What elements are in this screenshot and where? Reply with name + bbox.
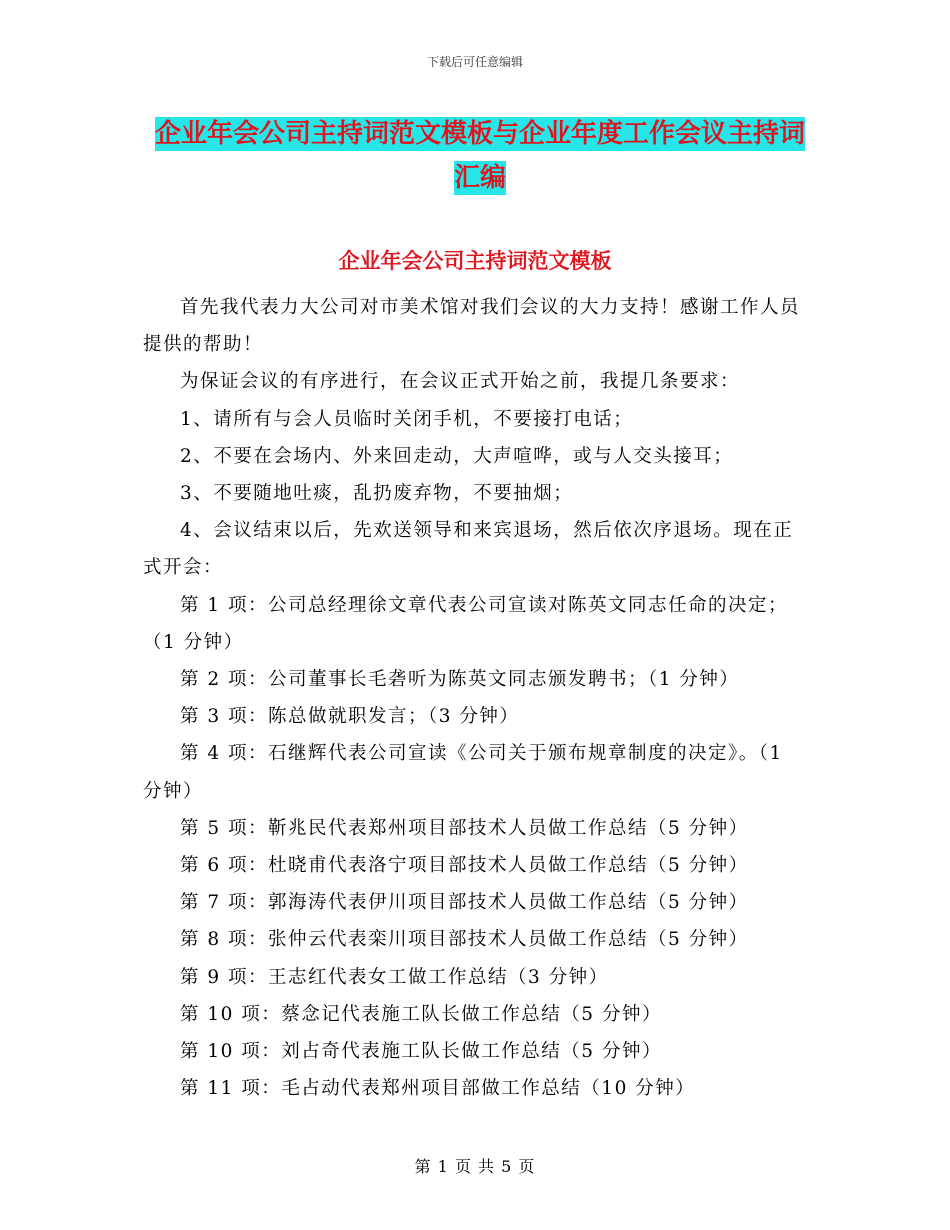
document-body [143, 289, 808, 1107]
paragraph: 第 9 项：王志红代表女工做工作总结（3 分钟） [180, 966, 609, 988]
page-number: 第 1 页 共 5 页 [414, 1157, 536, 1176]
document-title-text: 企业年会公司主持词范文模板与企业年度工作会议主持词汇编 [154, 119, 805, 193]
paragraph: 第 4 项：石继辉代表公司宣读《公司关于颁布规章制度的决定》。（1 分钟） [143, 743, 783, 802]
paragraph: 2、不要在会场内、外来回走动，大声喧哗，或与人交头接耳； [180, 445, 734, 467]
paragraph: 第 10 项：蔡念记代表施工队长做工作总结（5 分钟） [180, 1003, 662, 1025]
paragraph: 第 6 项：杜晓甫代表洛宁项目部技术人员做工作总结（5 分钟） [180, 855, 749, 877]
document-title [150, 112, 810, 200]
section-title: 企业年会公司主持词范文模板 [338, 248, 612, 273]
paragraph: 4、会议结束以后，先欢送领导和来宾退场，然后依次序退场。现在正式开会： [143, 520, 794, 579]
paragraph: 为保证会议的有序进行，在会议正式开始之前，我提几条要求： [180, 371, 741, 393]
paragraph: 首先我代表力大公司对市美术馆对我们会议的大力支持！感谢工作人员提供的帮助！ [143, 297, 801, 356]
paragraph: 第 11 项：毛占动代表郑州项目部做工作总结（10 分钟） [180, 1078, 696, 1100]
paragraph: 3、不要随地吐痰，乱扔废弃物，不要抽烟； [180, 483, 574, 505]
paragraph: 第 1 项：公司总经理徐文章代表公司宣读对陈英文同志任命的决定；（1 分钟） [143, 594, 789, 653]
paragraph: 第 2 项：公司董事长毛砻听为陈英文同志颁发聘书；（1 分钟） [180, 669, 740, 691]
paragraph: 第 7 项：郭海涛代表伊川项目部技术人员做工作总结（5 分钟） [180, 892, 749, 914]
paragraph: 第 10 项：刘占奇代表施工队长做工作总结（5 分钟） [180, 1041, 662, 1063]
header-note: 下载后可任意编辑 [426, 55, 523, 69]
paragraph: 第 3 项：陈总做就职发言；（3 分钟） [180, 706, 520, 728]
paragraph: 第 5 项：靳兆民代表郑州项目部技术人员做工作总结（5 分钟） [180, 817, 749, 839]
paragraph: 第 8 项：张仲云代表栾川项目部技术人员做工作总结（5 分钟） [180, 929, 749, 951]
paragraph: 1、请所有与会人员临时关闭手机，不要接打电话； [180, 408, 634, 430]
